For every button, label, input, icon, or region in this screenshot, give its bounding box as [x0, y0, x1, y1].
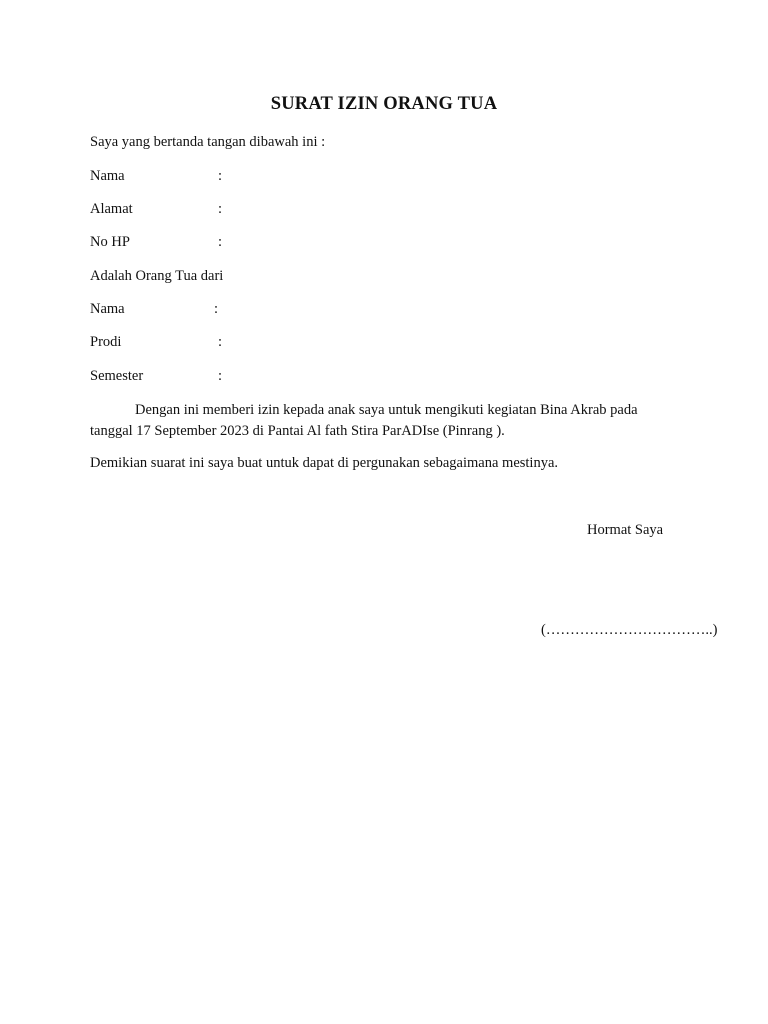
parent-phone-label: No HP [90, 234, 130, 250]
permission-text: Dengan ini memberi izin kepada anak saya untuk mengikuti kegiatan Bina Akrab pada tanggal 17 September 2023 di Pantai Al fath Stira ParADIse (Pinrang ). [90, 402, 638, 439]
child-name-colon: : [214, 301, 219, 317]
parent-name-colon: : [218, 168, 223, 184]
parent-phone-colon: : [218, 234, 223, 250]
parent-name-label: Nama [90, 168, 125, 184]
child-name-label: Nama [90, 301, 125, 317]
permission-paragraph [90, 400, 670, 442]
child-prodi-label: Prodi [90, 334, 122, 350]
relation-text: Adalah Orang Tua dari [90, 268, 224, 284]
closing-salutation: Hormat Saya [587, 522, 664, 538]
signature-placeholder: (……………………………..) [541, 622, 718, 638]
letter-title: SURAT IZIN ORANG TUA [270, 94, 498, 114]
child-prodi-colon: : [218, 334, 223, 350]
child-semester-label: Semester [90, 368, 144, 384]
parent-address-label: Alamat [90, 201, 133, 217]
child-semester-colon: : [218, 368, 223, 384]
closing-statement: Demikian suarat ini saya buat untuk dapat di pergunakan sebagaimana mestinya. [90, 455, 559, 471]
parent-address-colon: : [218, 201, 223, 217]
intro-text: Saya yang bertanda tangan dibawah ini : [90, 134, 326, 150]
